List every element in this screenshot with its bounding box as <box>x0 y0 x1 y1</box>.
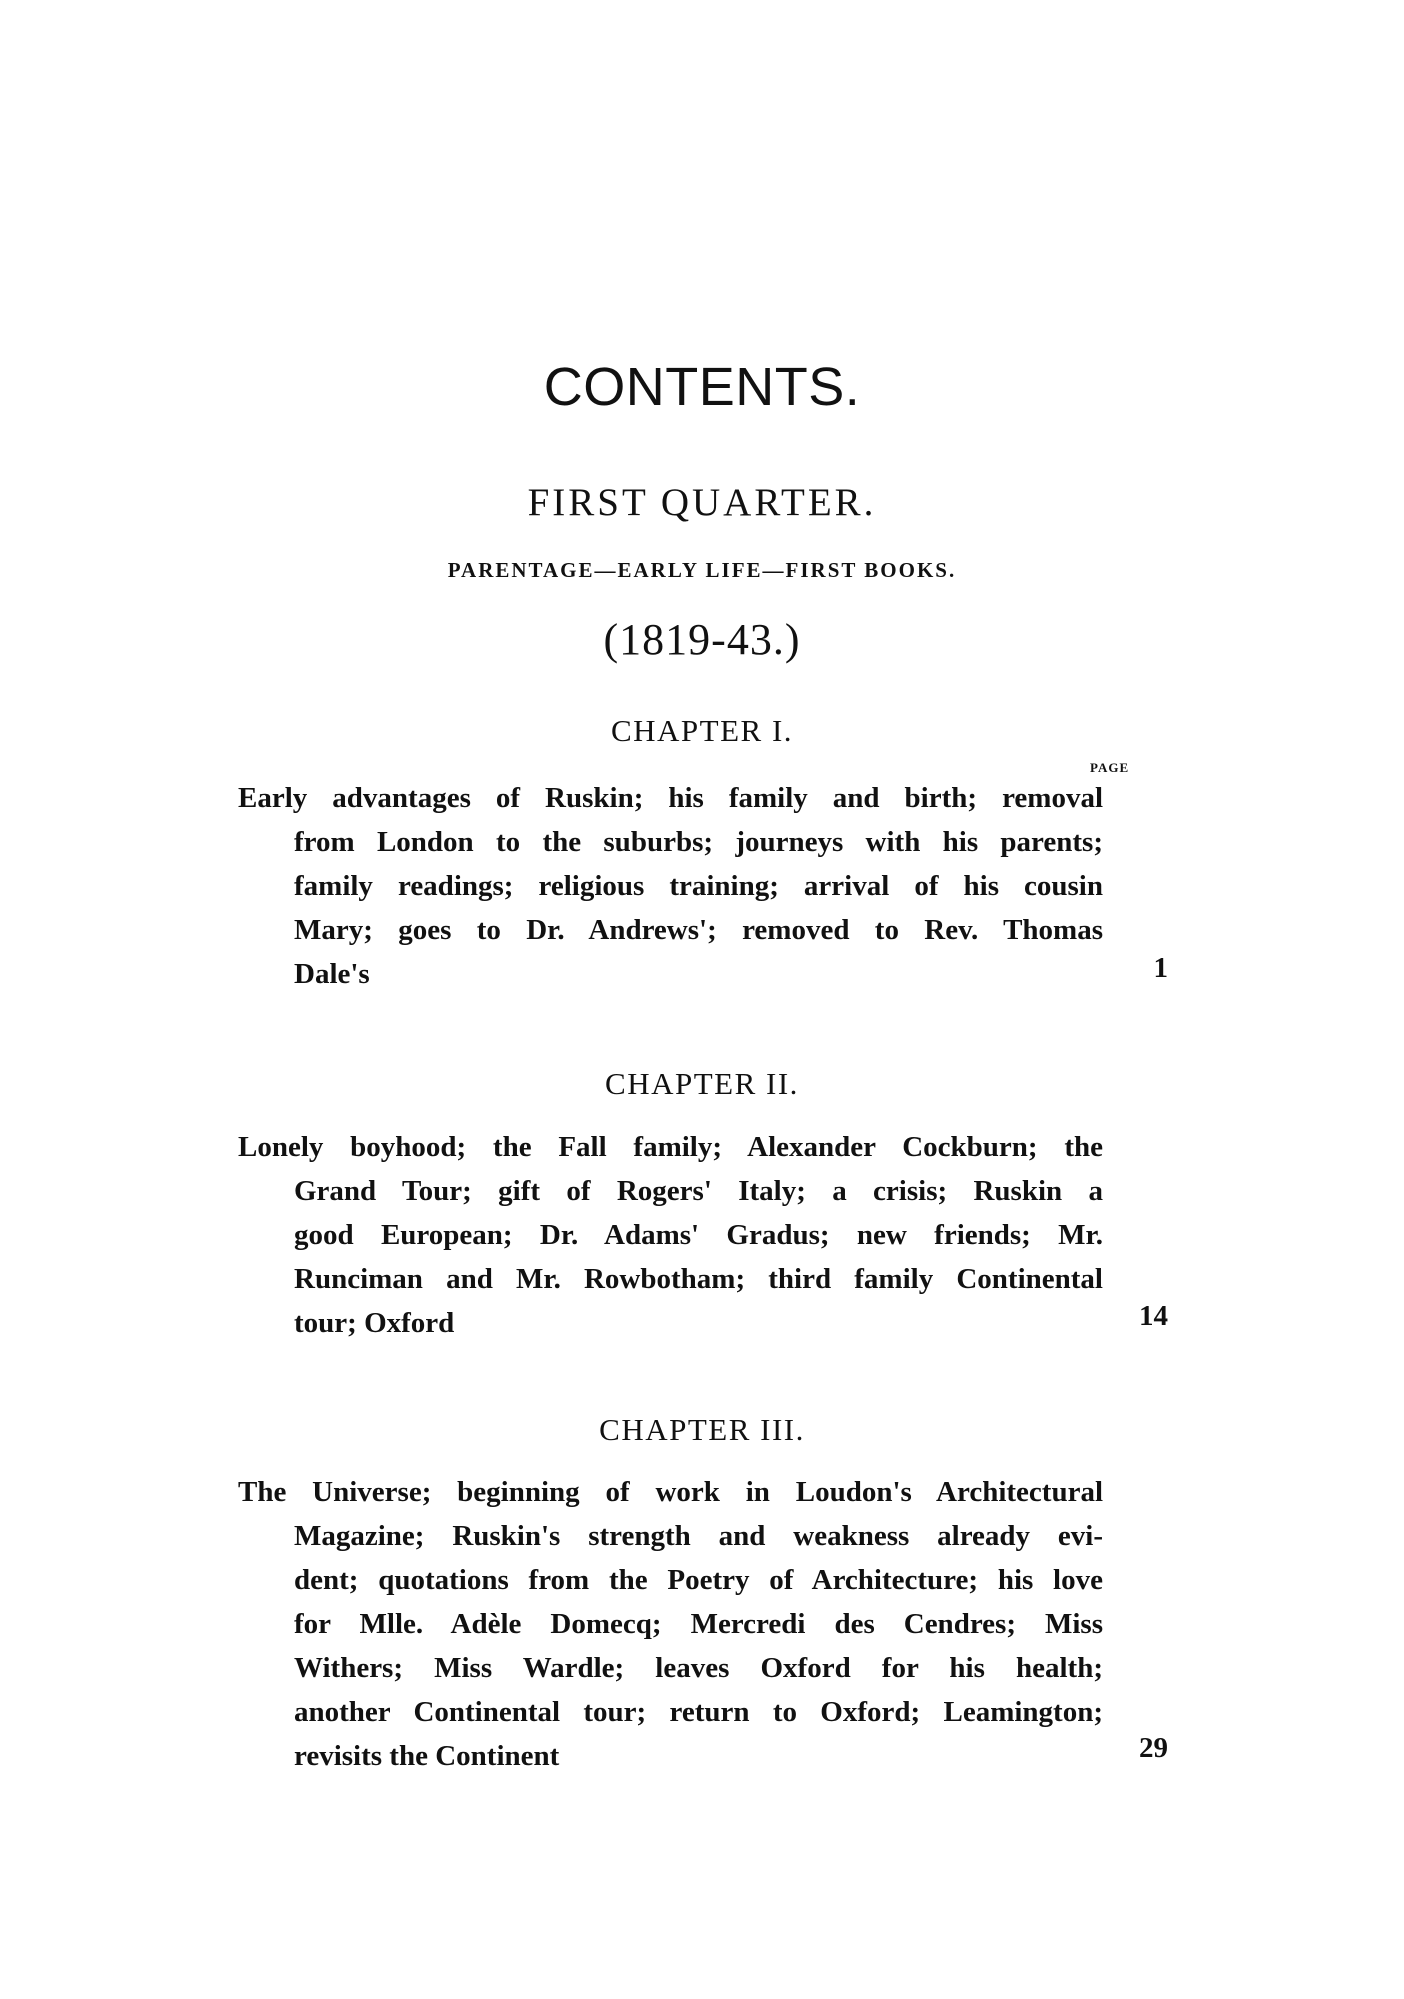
chapter-3-title: CHAPTER III. <box>599 1412 805 1447</box>
chapter-3-summary-line: another Continental tour; return to Oxford; Leamington; <box>294 1696 1103 1728</box>
chapter-1-summary <box>238 776 1103 996</box>
chapter-3-page-number: 29 <box>1139 1732 1168 1764</box>
chapter-1-summary-line: Mary; goes to Dr. Andrews'; removed to Rev. Thomas <box>294 914 1103 946</box>
page-title: CONTENTS. <box>543 357 861 417</box>
chapter-3-summary-line: revisits the Continent <box>294 1740 560 1772</box>
chapter-3-summary-line: The Universe; beginning of work in Loudon's Architectural <box>238 1476 1103 1508</box>
chapter-2-summary <box>238 1125 1103 1345</box>
chapter-1-summary-line: Dale's <box>294 958 370 990</box>
chapter-3-summary-line: Withers; Miss Wardle; leaves Oxford for his health; <box>294 1652 1103 1684</box>
chapter-3-summary-line: dent; quotations from the Poetry of Architecture; his love <box>294 1564 1103 1596</box>
section-dates: (1819-43.) <box>603 615 801 664</box>
chapter-1-page-number: 1 <box>1153 952 1168 984</box>
chapter-1-summary-line: from London to the suburbs; journeys with his parents; <box>294 826 1103 858</box>
chapter-3-summary <box>238 1470 1103 1778</box>
page-column-label: PAGE <box>1090 760 1130 775</box>
section-subtitle: PARENTAGE—EARLY LIFE—FIRST BOOKS. <box>447 558 957 582</box>
chapter-1-summary-line: family readings; religious training; arrival of his cousin <box>294 870 1103 902</box>
chapter-2-summary-line: good European; Dr. Adams' Gradus; new friends; Mr. <box>294 1219 1103 1251</box>
chapter-1-summary-line: Early advantages of Ruskin; his family and birth; removal <box>238 782 1103 814</box>
chapter-2-summary-line: Runciman and Mr. Rowbotham; third family Continental <box>294 1263 1103 1295</box>
chapter-2-summary-line: Lonely boyhood; the Fall family; Alexander Cockburn; the <box>238 1131 1103 1163</box>
chapter-3-summary-line: Magazine; Ruskin's strength and weakness already evi- <box>294 1520 1103 1552</box>
chapter-2-summary-line: tour; Oxford <box>294 1307 455 1339</box>
chapter-3-summary-line: for Mlle. Adèle Domecq; Mercredi des Cendres; Miss <box>294 1608 1103 1640</box>
chapter-2-summary-line: Grand Tour; gift of Rogers' Italy; a crisis; Ruskin a <box>294 1175 1103 1207</box>
chapter-2-page-number: 14 <box>1139 1300 1168 1332</box>
chapter-1-title: CHAPTER I. <box>610 713 794 748</box>
chapter-2-title: CHAPTER II. <box>605 1066 799 1101</box>
section-title: FIRST QUARTER. <box>527 481 877 524</box>
